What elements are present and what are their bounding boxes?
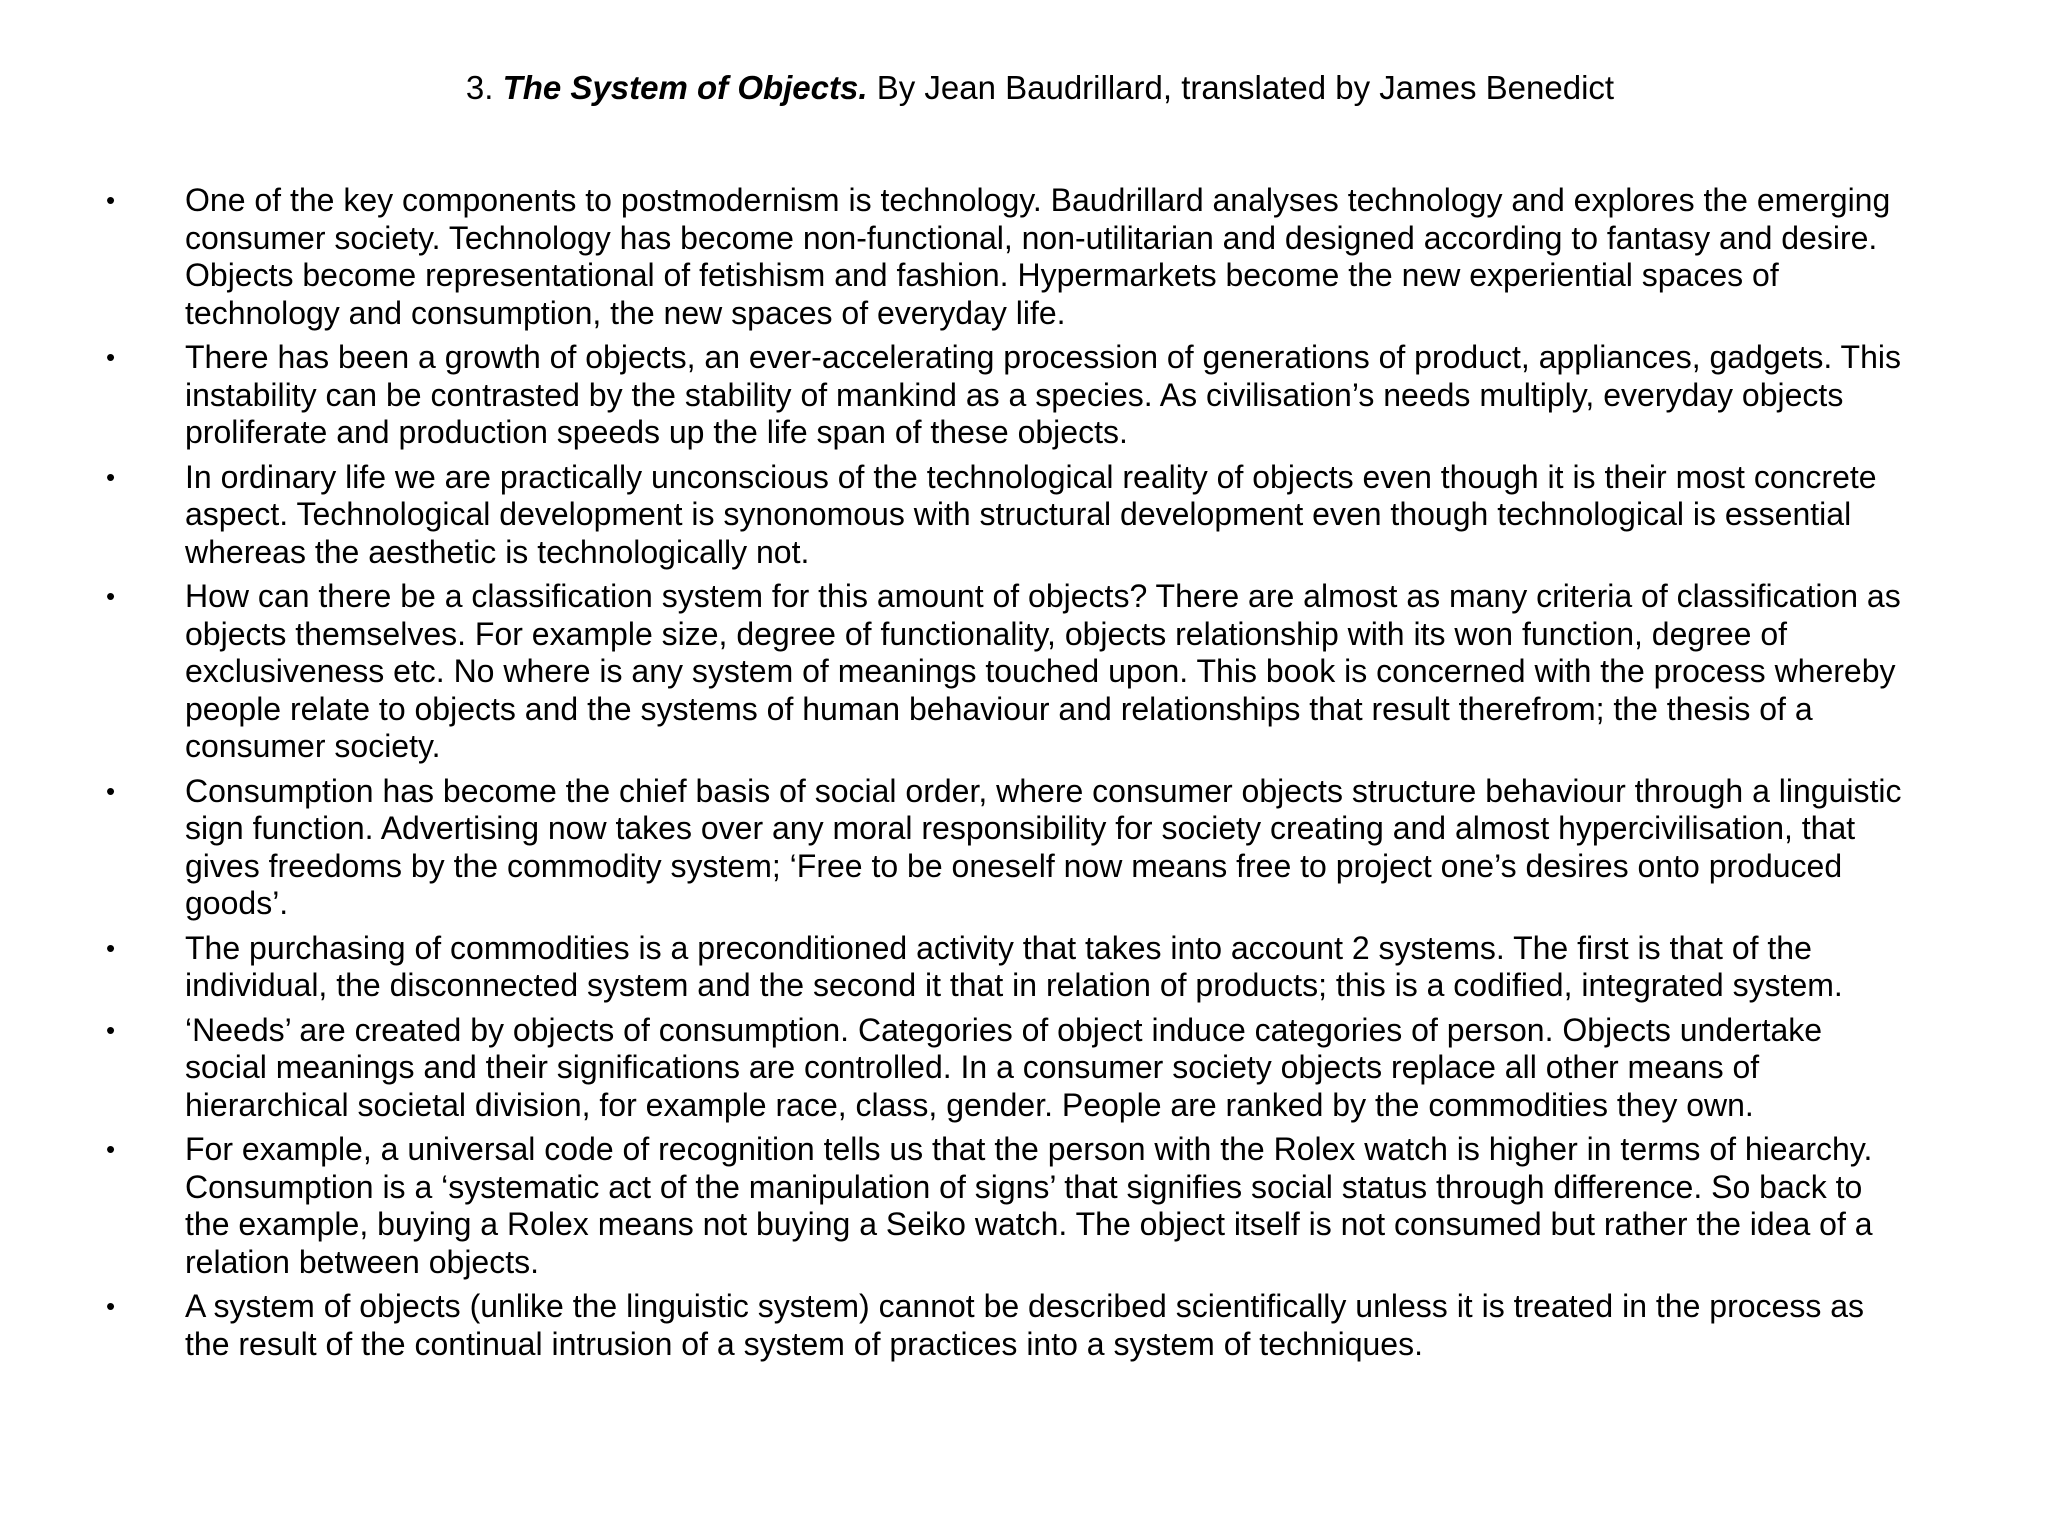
list-item bbox=[0, 182, 2048, 332]
bullet-text: One of the key components to postmodernism is technology. Baudrillard analyses technology and explores the emerging consumer society. Technology has become non-functional, non-utilitarian and designed according to fantasy and desire. Objects become representational of fetishism and fashion. Hypermarkets become the new experiential spaces of technology and consumption, the new spaces of everyday life. bbox=[185, 182, 1891, 331]
list-item bbox=[0, 1288, 2048, 1363]
list-item bbox=[0, 339, 2048, 452]
bullet-text: In ordinary life we are practically unconscious of the technological reality of objects even though it is their most concrete aspect. Technological development is synonomous with structural development even though technological is essential whereas the aesthetic is technologically not. bbox=[185, 458, 1877, 570]
page-title bbox=[0, 64, 2048, 112]
list-item bbox=[0, 773, 2048, 923]
bullet-text: The purchasing of commodities is a preconditioned activity that takes into account 2 systems. The first is that of the individual, the disconnected system and the second it that in relation of products; this is a codified, integrated system. bbox=[185, 929, 1843, 1003]
title-work: The System of Objects. bbox=[502, 69, 868, 106]
bullet-text: ‘Needs’ are created by objects of consumption. Categories of object induce categories of person. Objects undertake social meanings and their significations are controlled. In a consumer society objects replace all other means of hierarchical societal division, for example race, class, gender. People are ranked by the commodities they own. bbox=[185, 1011, 1823, 1123]
title-number: 3. bbox=[465, 69, 503, 106]
bullet-text: There has been a growth of objects, an ever-accelerating procession of generations of product, appliances, gadgets. This instability can be contrasted by the stability of mankind as a species. As civilisation’s needs multiply, everyday objects proliferate and production speeds up the life span of these objects. bbox=[185, 339, 1901, 450]
bullet-icon: • bbox=[106, 461, 116, 492]
bullet-icon: • bbox=[106, 1014, 116, 1045]
title-byline: By Jean Baudrillard, translated by James Benedict bbox=[867, 69, 1615, 106]
list-item bbox=[0, 1012, 2048, 1125]
bullet-icon: • bbox=[106, 1291, 116, 1321]
list-item bbox=[0, 930, 2048, 1005]
bullet-icon: • bbox=[106, 581, 116, 611]
bullet-icon: • bbox=[106, 932, 116, 963]
bullet-list bbox=[0, 182, 2048, 1370]
bullet-icon: • bbox=[106, 775, 116, 806]
list-item bbox=[0, 578, 2048, 766]
list-item bbox=[0, 459, 2048, 572]
bullet-text: For example, a universal code of recognition tells us that the person with the Rolex watch is higher in terms of hiearchy. Consumption is a ‘systematic act of the manipulation of signs’ that signifies social status through difference. So back to the example, buying a Rolex means not buying a Seiko watch. The object itself is not consumed but rather the idea of a relation between objects. bbox=[185, 1131, 1873, 1280]
bullet-icon: • bbox=[106, 1134, 116, 1164]
bullet-icon: • bbox=[106, 185, 116, 215]
bullet-text: How can there be a classification system for this amount of objects? There are almost as many criteria of classification as objects themselves. For example size, degree of functionality, objects relationship with its won function, degree of exclusiveness etc. No where is any system of meanings touched upon. This book is concerned with the process whereby people relate to objects and the systems of human behaviour and relationships that result therefrom; the thesis of a consumer society. bbox=[185, 578, 1901, 764]
bullet-icon: • bbox=[106, 342, 116, 372]
list-item bbox=[0, 1131, 2048, 1281]
bullet-text: Consumption has become the chief basis of social order, where consumer objects structure behaviour through a linguistic sign function. Advertising now takes over any moral responsibility for society creating and almost hypercivilisation, that gives freedoms by the commodity system; ‘Free to be oneself now means free to project one’s desires onto produced goods’. bbox=[185, 772, 1902, 921]
bullet-text: A system of objects (unlike the linguistic system) cannot be described scientifically unless it is treated in the process as the result of the continual intrusion of a system of practices into a system of techniques. bbox=[185, 1288, 1864, 1362]
